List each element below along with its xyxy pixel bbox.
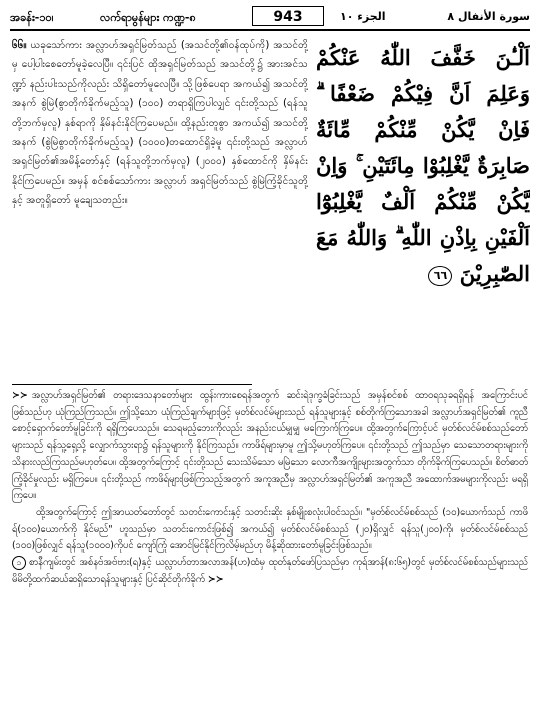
- ayah-number-marker: ٦٦: [428, 266, 452, 286]
- verse-number: ၆၆။: [12, 40, 27, 51]
- footnote-text-3: စာနီကျမ်းတွင် အစ်နဗ်အဗ်ဗား(ရ)နှင့် ယလ္လာဟ်တာအလာအန်(ဟ)ထံမှ ထုတ်နုတ်ဖော်ပြသည်မှာ ကုရ်အာန်(၈:၆၅)တွင် မှတ်စ်လင်မ်စစ်သည်များသည် မိမိတို့ထက်ဆယ်ဆရှိသောရန်သူများနှင့် ပြင်ဆိုင်တိုက်ခိုက်: [12, 557, 528, 585]
- footnotes: [12, 388, 528, 706]
- surah-label: سورة الأنفال ٨: [447, 10, 530, 23]
- page-number: 943: [252, 6, 324, 26]
- footnote-paragraph: [12, 388, 528, 505]
- footnote-text-2: ထို့အတွက်ကြောင့် ဤအာယတ်တော်တွင် သတင်းကောင်းနှင့် သတင်းဆိုး နှစ်မျိုးစလုံးပါဝင်သည်။ "မှတ်စ်လင်မ်စစ်သည် (၁၀)ယောက်သည် ကာဖိရ်(၁၀၀)ယောက်ကို နိုင်မည်" ဟူသည်မှာ သတင်းကောင်းဖြစ်၍ အကယ်၍ မှတ်စ်လင်မ်စစ်သည် (၂၀)ရှိလျှင် ရန်သူ(၂၀၀)ကို၊ မှတ်စ်လင်မ်စစ်သည် (၁၀၀)ဖြစ်လျှင် ရန်သူ(၁၀၀၀)ကိုပင် ကျော်ကြုံ အောင်မြင်နိုင်ကြလိမ့်မည်ဟု မိန့်ဆိုထားတော်မူခြင်းဖြစ်သည်။: [12, 506, 528, 552]
- juz-label: الجزء ١٠: [340, 10, 386, 23]
- double-arrow-icon: ≻≻: [12, 390, 28, 401]
- footnote-text-1: အလ္လာဟ်အရှင်မြတ်၏ တရားဒေသနာတော်များ ထွန်းကားစေရန်အတွက် ဆင်းရဲဒုက္ခခံခြင်းသည် အမှန်စင်စစ် ထာဝရသုခရရှိရန် အကြောင်းပင်ဖြစ်သည်ဟု ယုံကြည်ကြသည်။ ဤသို့သော ယုံကြည်ချက်များဖြင့် မှတ်စ်လင်မ်များသည် ရန်သူများနှင့် စစ်တိုက်ကြသောအခါ အလ္လာဟ်အရှင်မြတ်၏ ကူညီစောင့်ရှောက်တော်မူခြင်းကို ရရှိကြပေသည်။ သေရမည့်ဘေးကိုလည်း အနည်းငယ်မျှမျှ မကြောက်ကြပေ။ ထို့အတွက်ကြောင့်ပင် မှတ်စ်လင်မ်စစ်သည်တော်များသည် ရန်သူ့ရှေ့သို့ လျှောက်သွားရာ၌ ရန်သူများကို နိုင်ကြသည်။ ကာဖိရ်များမှာမူ ဤသို့မဟုတ်ကြပေ။ ၎င်းတို့သည် ဤသည်မှာ သေသောတရားများကို သိနားလည်ကြသည်မဟုတ်ပေ။ ထို့အတွက်ကြောင့် ၎င်းတို့သည် သေးသိမ်သော မမြဲသော လောကီအကျိုးများအတွက်သာ တိုက်ခိုက်ကြပေသည်။ စိတ်ဓာတ်ကြံ့ခိုင်မှုလည်း မရှိကြပေ။ ၎င်းတို့သည် ကာဖိရ်များဖြစ်ကြသည့်အတွက် အကူအညီမှ အလ္လာဟ်အရှင်မြတ်၏ အကူအညီ အထောက်အမများကိုလည်း မရရှိကြပေ။: [12, 390, 528, 502]
- continue-arrow-icon: ≻≻: [207, 573, 224, 585]
- footnote-paragraph: [12, 505, 528, 555]
- arabic-verse: [316, 40, 530, 320]
- page-header: [10, 6, 530, 28]
- arabic-text: اَلْـٰٔنَ خَفَّفَ اللّٰهُ عَنْكُمْ وَعَلِمَ اَنَّ فِيْكُمْ ضَعْفًا ۗ فَاِنْ يَّكُنْ مِّنْكُمْ مِّائَةٌ صَابِرَةٌ يَّغْلِبُوْا مِائَتَيْنِ ۚ وَاِنْ يَّكُنْ مِّنْكُمْ اَلْفٌ يَّغْلِبُوْٓا اَلْفَيْنِ بِاِذْنِ اللّٰهِ ۗ وَاللّٰهُ مَعَ الصّٰبِرِيْنَ: [316, 45, 530, 286]
- header-divider: [10, 29, 530, 31]
- verse-translation: [12, 36, 308, 372]
- translation-text: ယခုသော်ကား အလ္လာဟ်အရှင်မြတ်သည် (အသင်တို့၏ဝန်ထုပ်ကို) အသင်တို့မှ ပေါ့ပါးစေတော်မူခဲ့လေပြီ။ ၎င်းပြင် ထိုအရှင်မြတ်သည် အသင်တို့၌ အားအင်သဏ္ဍာ် နည်းပါးသည်ကိုလည်း သိရှိတော်မူလေပြီ။ သို့ဖြစ်ပေရာ အကယ်၍ အသင်တို့အနက် စွဲမြဲ(စွာတိုက်ခိုက်မည့်သူ) (၁၀၀) တရာရှိကြပါလျှင် ၎င်းတို့သည် (ရန်သူတို့ဘက်မှလူ) နှစ်ရာကို နှိမ်နင်းနိုင်ကြပေမည်။ ထို့နည်းတူစွာ အကယ်၍ အသင်တို့အနက် (စွဲမြဲစွာတိုက်ခိုက်မည့်သူ) (၁၀၀၀)တထောင်ရှိခဲ့မူ ၎င်းတို့သည် အလ္လာဟ်အရှင်မြတ်၏အမိန့်တော်နှင့် (ရန်သူတို့ဘက်မှလူ) (၂၀၀၀) နှစ်ထောင်ကို နှိမ်နင်း နိုင်ကြပေမည်။ အမှန် စင်စစ်သော်ကား အလ္လာဟ် အရှင်မြတ်သည် စွဲမြဲကြံ့ခိုင်သူတို့နှင့် အတူရှိတော် မူချေသတည်း။: [12, 40, 308, 207]
- footnote-divider: [12, 384, 252, 385]
- chapter-label: အခန်း-၁၀၊: [10, 11, 54, 24]
- book-title: လက်ရာမွန်များ ကဏ္ဍ-၈: [100, 11, 196, 24]
- footnote-paragraph: [12, 555, 528, 588]
- footnote-number: ၁: [12, 556, 26, 570]
